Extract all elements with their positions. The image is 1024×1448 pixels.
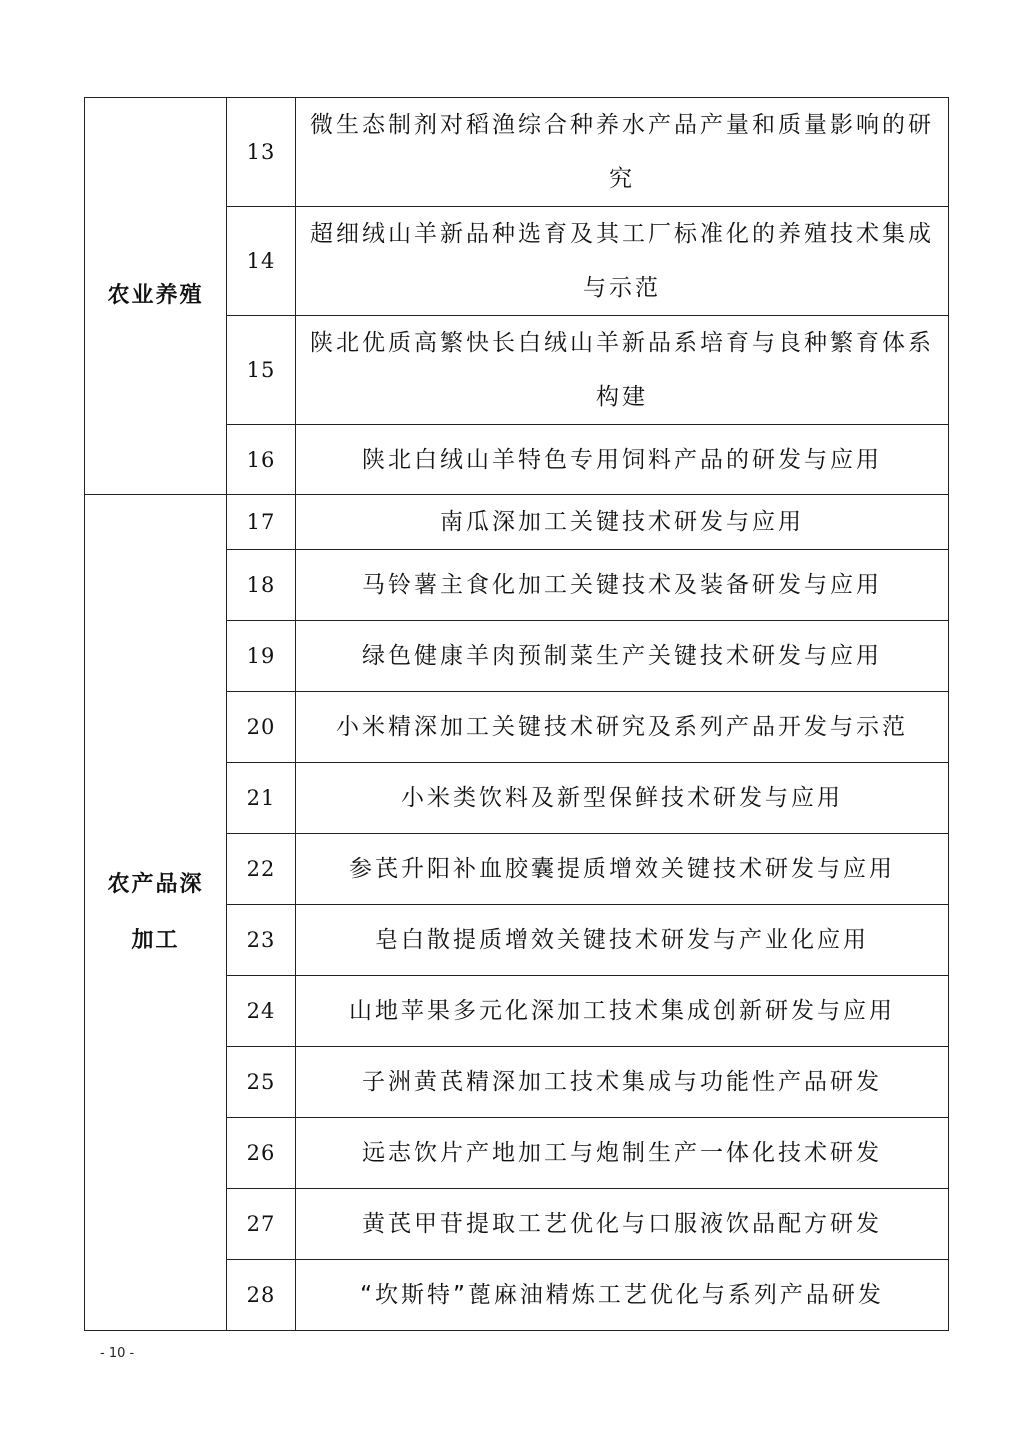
project-title: 参芪升阳补血胶囊提质增效关键技术研发与应用 — [296, 834, 949, 905]
category-cell-processing: 农产品深加工 — [85, 495, 227, 1331]
project-title: 南瓜深加工关键技术研发与应用 — [296, 495, 949, 550]
row-number: 17 — [227, 495, 296, 550]
row-number: 14 — [227, 207, 296, 316]
row-number: 21 — [227, 763, 296, 834]
row-number: 20 — [227, 692, 296, 763]
table-row — [85, 495, 949, 550]
row-number: 27 — [227, 1189, 296, 1260]
project-title: 绿色健康羊肉预制菜生产关键技术研发与应用 — [296, 621, 949, 692]
row-number: 15 — [227, 316, 296, 425]
row-number: 13 — [227, 98, 296, 207]
project-title: 陕北白绒山羊特色专用饲料产品的研发与应用 — [296, 425, 949, 495]
project-title: 超细绒山羊新品种选育及其工厂标准化的养殖技术集成与示范 — [296, 207, 949, 316]
project-title: 小米精深加工关键技术研究及系列产品开发与示范 — [296, 692, 949, 763]
row-number: 23 — [227, 905, 296, 976]
row-number: 25 — [227, 1047, 296, 1118]
project-title: 黄芪甲苷提取工艺优化与口服液饮品配方研发 — [296, 1189, 949, 1260]
table-row — [85, 98, 949, 207]
project-title: 马铃薯主食化加工关键技术及装备研发与应用 — [296, 550, 949, 621]
project-title: 小米类饮料及新型保鲜技术研发与应用 — [296, 763, 949, 834]
page-number: - 10 - — [100, 1346, 135, 1361]
row-number: 18 — [227, 550, 296, 621]
project-title: 皂白散提质增效关键技术研发与产业化应用 — [296, 905, 949, 976]
project-title: “坎斯特”蓖麻油精炼工艺优化与系列产品研发 — [296, 1260, 949, 1331]
row-number: 19 — [227, 621, 296, 692]
project-title: 山地苹果多元化深加工技术集成创新研发与应用 — [296, 976, 949, 1047]
project-list-table — [84, 97, 949, 1331]
project-title: 微生态制剂对稻渔综合种养水产品产量和质量影响的研究 — [296, 98, 949, 207]
row-number: 26 — [227, 1118, 296, 1189]
row-number: 16 — [227, 425, 296, 495]
project-title: 远志饮片产地加工与炮制生产一体化技术研发 — [296, 1118, 949, 1189]
category-cell-farming: 农业养殖 — [85, 98, 227, 495]
project-title: 陕北优质高繁快长白绒山羊新品系培育与良种繁育体系构建 — [296, 316, 949, 425]
row-number: 28 — [227, 1260, 296, 1331]
project-title: 子洲黄芪精深加工技术集成与功能性产品研发 — [296, 1047, 949, 1118]
row-number: 24 — [227, 976, 296, 1047]
row-number: 22 — [227, 834, 296, 905]
